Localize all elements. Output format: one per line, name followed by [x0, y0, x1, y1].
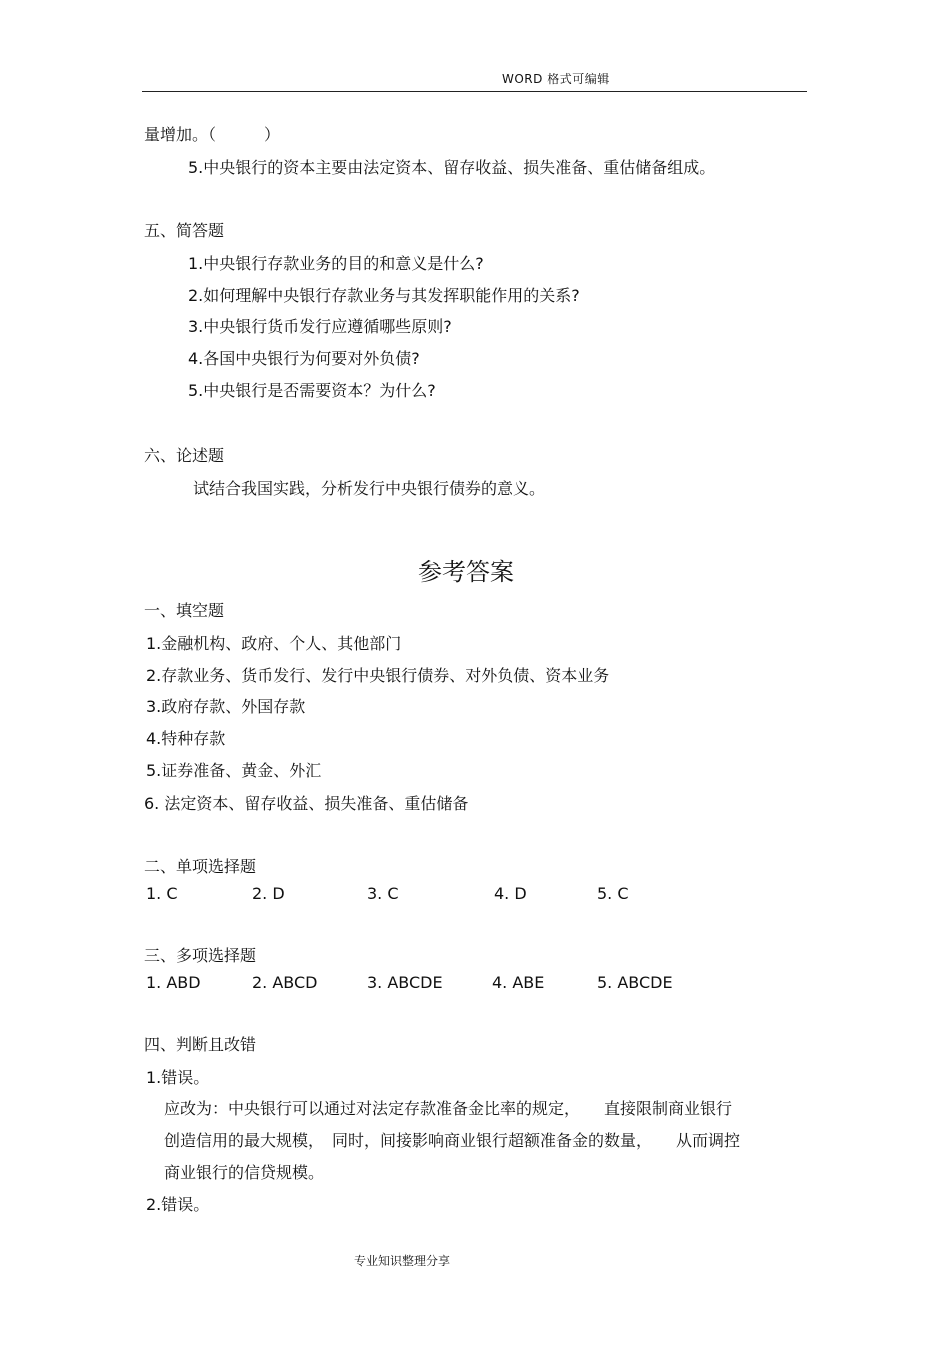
- judge-correction-line: 商业银行的信贷规模。: [164, 1163, 325, 1182]
- multi-choice-answer: 5. ABCDE: [597, 973, 673, 992]
- short-answer-item: 3.中央银行货币发行应遵循哪些原则?: [188, 317, 452, 336]
- single-choice-answer: 3. C: [367, 884, 399, 903]
- judge-answer-1: 1.错误。: [146, 1068, 210, 1087]
- short-answer-item: 4.各国中央银行为何要对外负债?: [188, 349, 420, 368]
- short-answer-item: 2.如何理解中央银行存款业务与其发挥职能作用的关系?: [188, 286, 580, 305]
- essay-question: 试结合我国实践，分析发行中央银行债券的意义。: [193, 479, 546, 498]
- fill-answer: 4.特种存款: [146, 729, 226, 748]
- section-heading-short-answer: 五、简答题: [144, 221, 225, 240]
- fill-answer: 3.政府存款、外国存款: [146, 697, 306, 716]
- fill-answer: 5.证券准备、黄金、外汇: [146, 761, 322, 780]
- answers-title: 参考答案: [418, 558, 514, 586]
- judge-question-5: 5.中央银行的资本主要由法定资本、留存收益、损失准备、重估储备组成。: [188, 158, 716, 177]
- judge-correction-line: 应改为：中央银行可以通过对法定存款准备金比率的规定， 直接限制商业银行: [164, 1099, 733, 1118]
- section-heading-true-false: 四、判断且改错: [144, 1035, 257, 1054]
- multi-choice-answer: 3. ABCDE: [367, 973, 443, 992]
- judge-correction-line: 创造信用的最大规模， 同时，间接影响商业银行超额准备金的数量， 从而调控: [164, 1131, 741, 1150]
- short-answer-item: 5.中央银行是否需要资本？为什么?: [188, 381, 436, 400]
- section-heading-essay: 六、论述题: [144, 446, 225, 465]
- single-choice-answer: 2. D: [252, 884, 285, 903]
- section-heading-fill-blank: 一、填空题: [144, 601, 225, 620]
- multi-choice-answer: 4. ABE: [492, 973, 545, 992]
- fill-answer: 1.金融机构、政府、个人、其他部门: [146, 634, 402, 653]
- question-continuation: 量增加。（ ）: [144, 125, 281, 144]
- fill-answer: 6. 法定资本、留存收益、损失准备、重估储备: [144, 794, 469, 813]
- single-choice-answer: 5. C: [597, 884, 629, 903]
- page-footer: 专业知识整理分享: [354, 1254, 451, 1268]
- fill-answer: 2.存款业务、货币发行、发行中央银行债券、对外负债、资本业务: [146, 666, 610, 685]
- header-divider: [142, 91, 807, 92]
- single-choice-answer: 4. D: [494, 884, 527, 903]
- section-heading-multi-choice: 三、多项选择题: [144, 946, 257, 965]
- judge-answer-2: 2.错误。: [146, 1195, 210, 1214]
- multi-choice-answer: 1. ABD: [146, 973, 201, 992]
- single-choice-answer: 1. C: [146, 884, 178, 903]
- section-heading-single-choice: 二、单项选择题: [144, 857, 257, 876]
- short-answer-item: 1.中央银行存款业务的目的和意义是什么?: [188, 254, 484, 273]
- multi-choice-answer: 2. ABCD: [252, 973, 318, 992]
- page-header: WORD 格式可编辑: [502, 72, 610, 86]
